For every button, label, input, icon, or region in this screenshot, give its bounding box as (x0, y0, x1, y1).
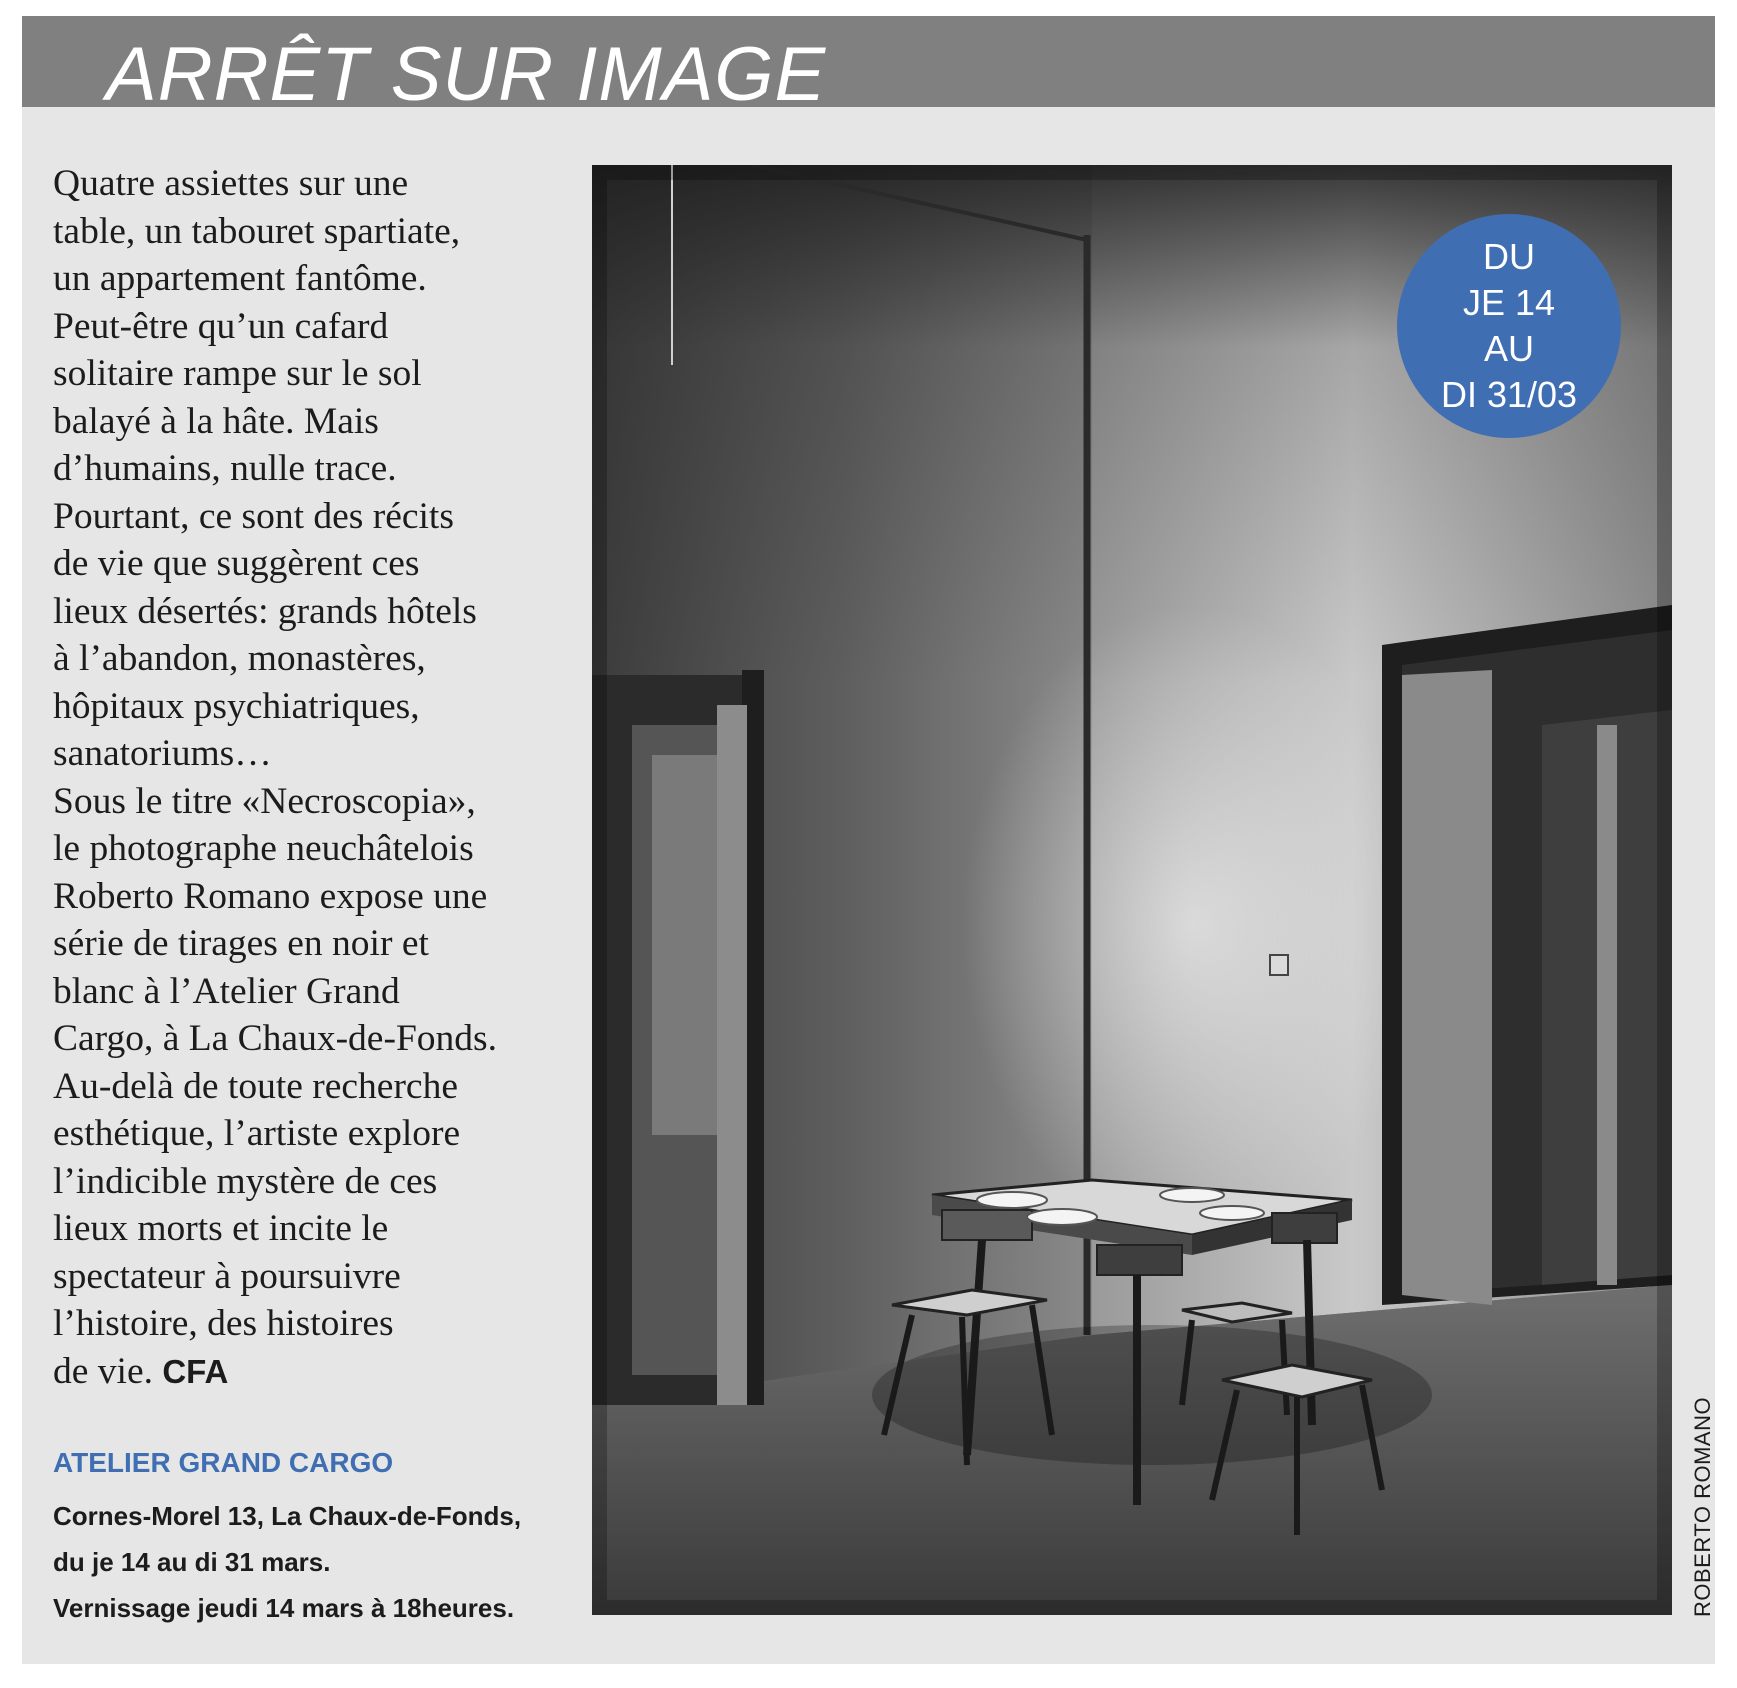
article-line: de vie que suggèrent ces (53, 543, 420, 584)
article-line: Peut-être qu’un cafard (53, 305, 389, 347)
date-badge-line: JE 14 (1462, 282, 1556, 323)
section-title: ARRÊT SUR IMAGE (106, 32, 827, 117)
article-line: blanc à l’Atelier Grand (53, 970, 400, 1012)
photo-credit: ROBERTO ROMANO (1690, 1396, 1715, 1617)
article-line: lieux morts et incite le (53, 1208, 389, 1249)
article-line: solitaire rampe sur le sol (53, 353, 422, 394)
article-last-line (53, 1348, 593, 1396)
article-line: esthétique, l’artiste explore (53, 1113, 461, 1154)
article-line: un appartement fantôme. (53, 258, 427, 299)
article-line: l’indicible mystère de ces (53, 1160, 438, 1202)
article-line: balayé à la hâte. Mais (53, 400, 379, 442)
article-line: Au-delà de toute recherche (53, 1065, 458, 1107)
article-line: lieux désertés: grands hôtels (53, 590, 477, 632)
venue-opening: Vernissage jeudi 14 mars à 18heures. (53, 1593, 515, 1623)
article-line: le photographe neuchâtelois (53, 828, 474, 869)
date-badge-line: DU (1483, 236, 1535, 277)
article-line: Quatre assiettes sur une (53, 163, 409, 204)
article-line: spectateur à poursuivre (53, 1255, 401, 1297)
author-byline: CFA (162, 1352, 229, 1390)
date-badge-line: DI 31/03 (1440, 374, 1578, 415)
header-bar (22, 16, 1715, 117)
article-line: série de tirages en noir et (53, 923, 429, 964)
article-line: sanatoriums… (53, 733, 272, 774)
article-line: Pourtant, ce sont des récits (53, 495, 454, 537)
article-line: Cargo, à La Chaux-de-Fonds. (53, 1018, 498, 1059)
article-last-line-text: de vie. (53, 1350, 153, 1392)
venue-dates: du je 14 au di 31 mars. (53, 1547, 331, 1577)
venue-address: Cornes-Morel 13, La Chaux-de-Fonds, (53, 1501, 522, 1531)
article-line: Roberto Romano expose une (53, 875, 488, 917)
article-line: l’histoire, des histoires (53, 1303, 394, 1344)
article-line: table, un tabouret spartiate, (53, 210, 461, 252)
article-line: Sous le titre «Necroscopia», (53, 780, 476, 822)
article-line: à l’abandon, monastères, (53, 638, 426, 679)
article-body (53, 160, 593, 1395)
venue-name: ATELIER GRAND CARGO (53, 1447, 394, 1478)
venue-details (53, 1493, 521, 1631)
date-badge-line: AU (1483, 328, 1534, 369)
article-line: hôpitaux psychiatriques, (53, 685, 420, 727)
date-badge (1397, 214, 1621, 438)
article-line: d’humains, nulle trace. (53, 448, 397, 489)
